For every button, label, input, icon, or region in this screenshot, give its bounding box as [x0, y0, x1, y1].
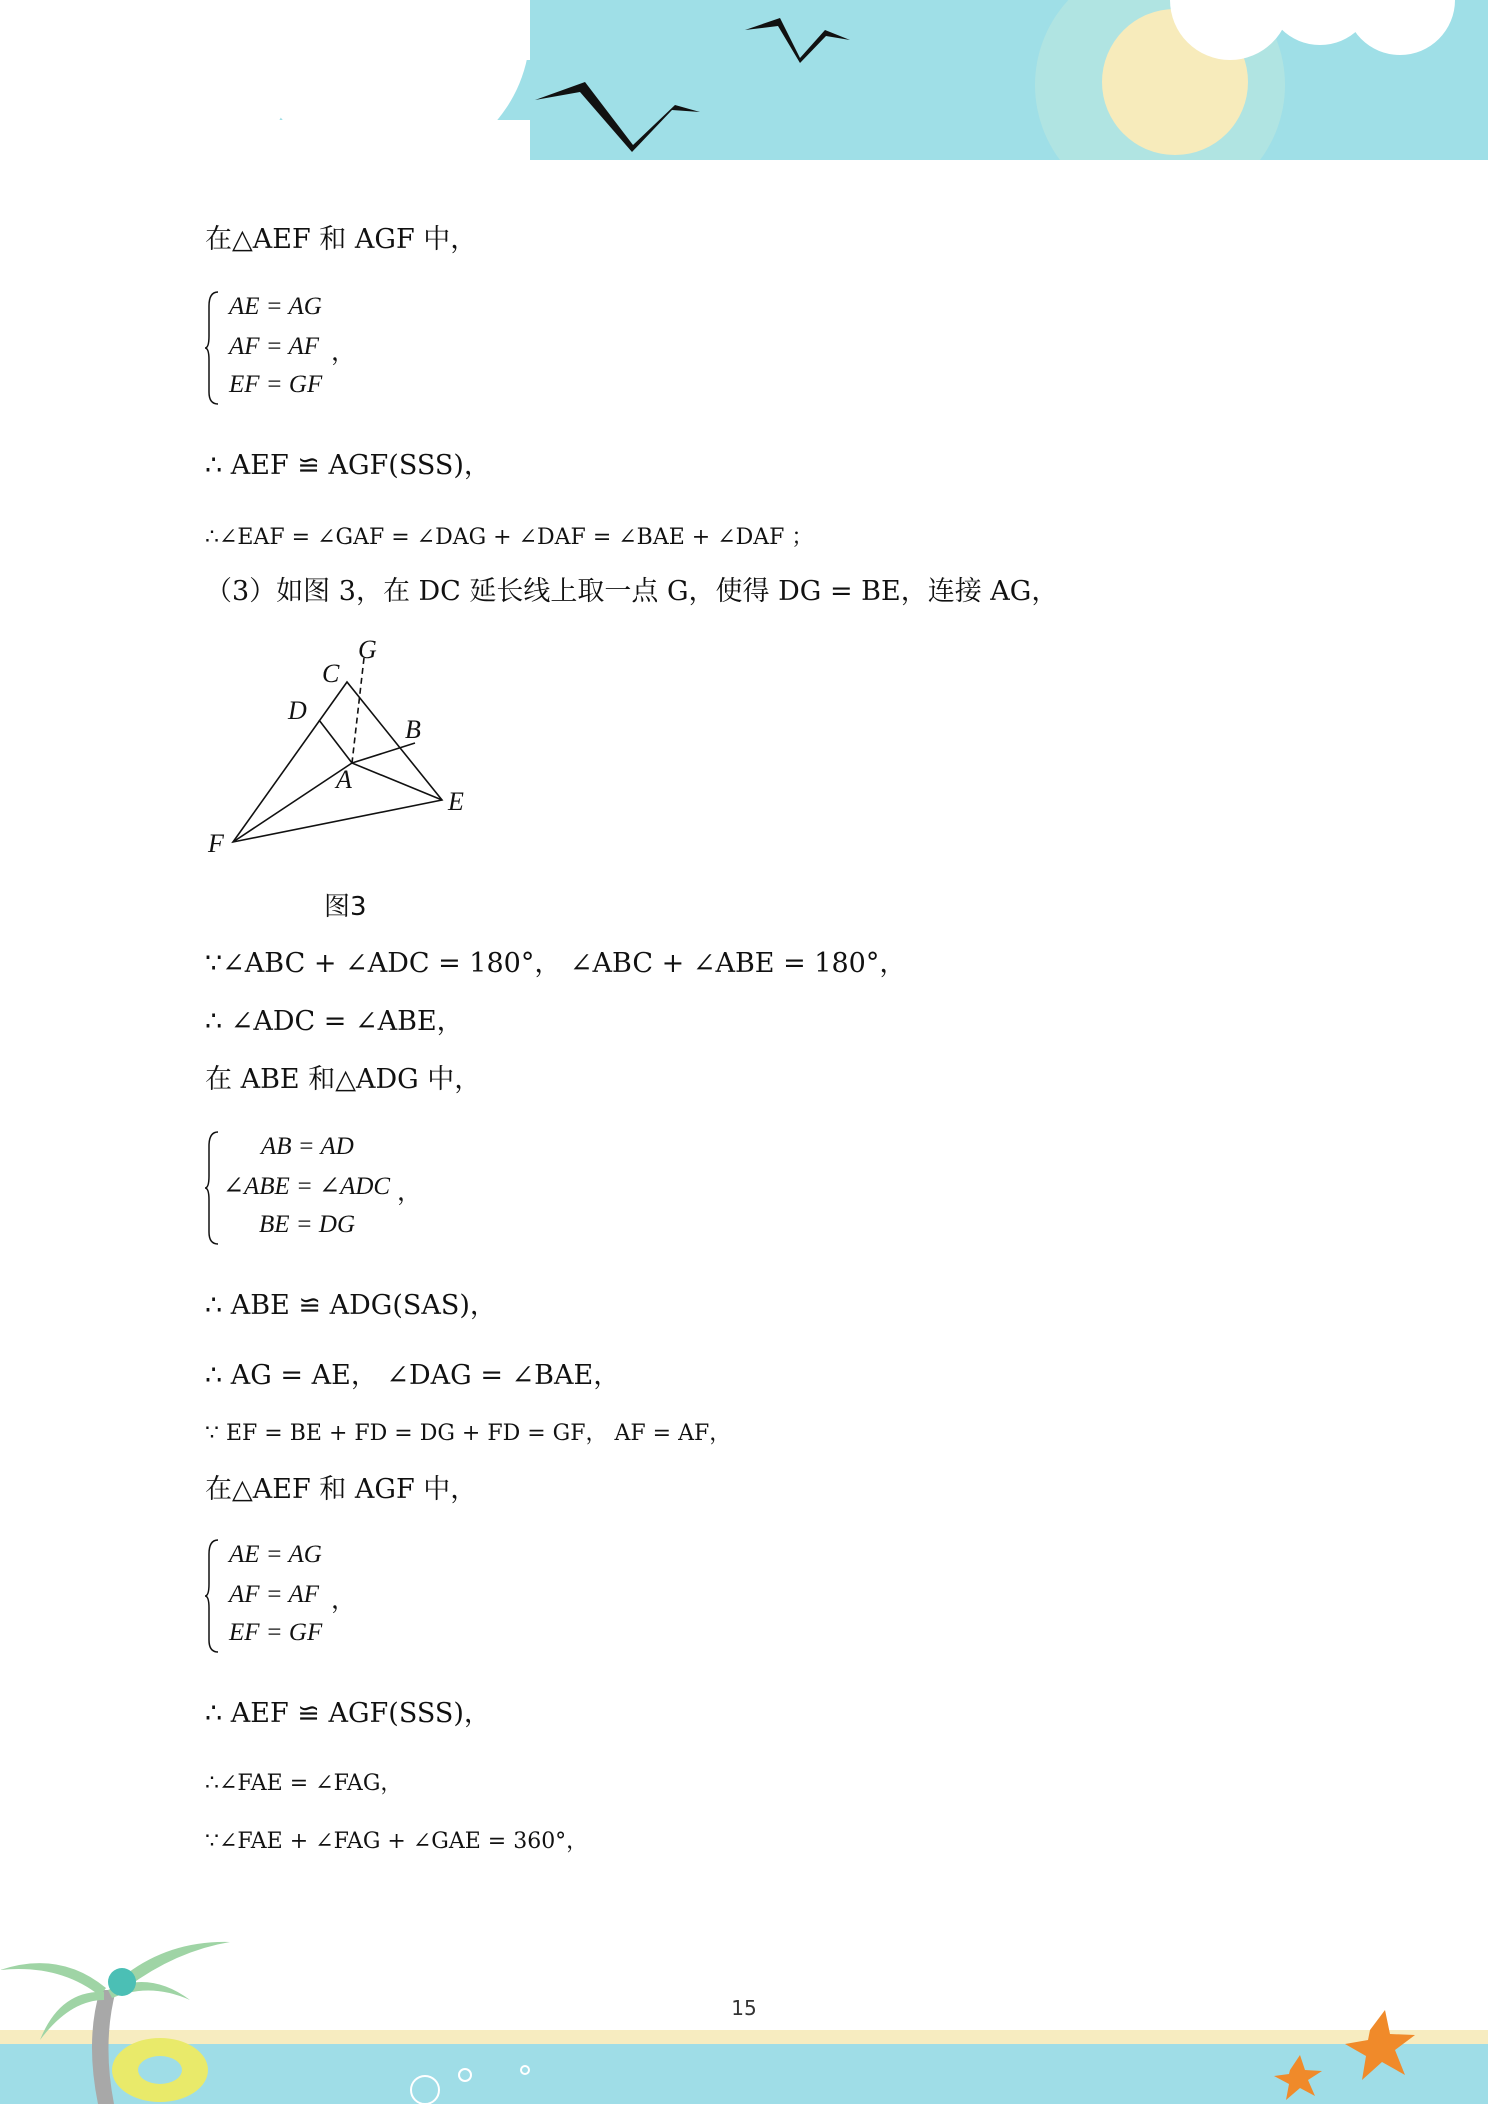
- text-line: ∴ AEF ≌ AGF(SSS)，: [205, 1698, 491, 1729]
- cloud-left: [0, 0, 530, 166]
- text-line: ∵∠ABC + ∠ADC = 180°， ∠ABC + ∠ABE = 180°，: [205, 948, 907, 979]
- text-line: ∴∠FAE = ∠FAG，: [205, 1771, 403, 1796]
- geometry-figure: [200, 630, 480, 860]
- system-row: BE = DG: [259, 1211, 356, 1238]
- figure-caption: 图3: [324, 892, 367, 922]
- system-comma: ，: [397, 1177, 423, 1206]
- system-row: AE = AG: [229, 1541, 322, 1568]
- system-row: AE = AG: [229, 293, 322, 320]
- system-row: AF = AF: [229, 333, 320, 360]
- system-row: EF = GF: [229, 1619, 323, 1646]
- header-banner: [0, 0, 1488, 166]
- label-E: E: [448, 787, 464, 816]
- segments-DA-AB: [319, 720, 415, 763]
- text-line: ∴ AG = AE， ∠DAG = ∠BAE，: [205, 1360, 621, 1391]
- text-line: ∴ ∠ADC = ∠ABE，: [205, 1006, 464, 1037]
- text-line: 在△AEF 和 AGF 中，: [205, 224, 478, 255]
- label-B: B: [405, 715, 421, 744]
- text-line: 在△AEF 和 AGF 中，: [205, 1474, 478, 1505]
- dashed-AG: [352, 658, 364, 763]
- system-row: AB = AD: [261, 1133, 354, 1160]
- text-line: ∴ ABE ≌ ADG(SAS)，: [205, 1290, 497, 1321]
- system-row: ∠ABE = ∠ADC: [223, 1173, 391, 1200]
- coconut-icon: [108, 1968, 136, 1996]
- brace-icon: [205, 1128, 223, 1248]
- sand: [0, 2030, 1488, 2044]
- text-line: ∴∠EAF = ∠GAF = ∠DAG + ∠DAF = ∠BAE + ∠DAF ；: [205, 525, 814, 550]
- brace-icon: [205, 1536, 223, 1656]
- palm-leaf-icon: [0, 1963, 106, 1996]
- label-D: D: [288, 696, 307, 725]
- system-comma: ，: [331, 337, 357, 366]
- sea: [0, 2040, 1488, 2104]
- label-F: F: [208, 829, 224, 858]
- text-line: ∴ AEF ≌ AGF(SSS)，: [205, 450, 491, 481]
- brace-icon: [205, 288, 223, 408]
- text-line: ∵∠FAE + ∠FAG + ∠GAE = 360°，: [205, 1829, 589, 1854]
- system-row: AF = AF: [229, 1581, 320, 1608]
- label-A: A: [336, 765, 352, 794]
- text-line: （3）如图 3，在 DC 延长线上取一点 G，使得 DG = BE，连接 AG，: [205, 576, 1059, 607]
- system-row: EF = GF: [229, 371, 323, 398]
- text-line: 在 ABE 和△ADG 中，: [205, 1064, 482, 1095]
- triangle-FCE: [233, 682, 442, 842]
- text-line: ∵ EF = BE + FD = DG + FD = GF， AF = AF，: [205, 1421, 732, 1446]
- system-comma: ，: [331, 1585, 357, 1614]
- page-number: 15: [731, 1996, 757, 2020]
- label-C: C: [322, 659, 340, 688]
- label-G: G: [358, 635, 377, 664]
